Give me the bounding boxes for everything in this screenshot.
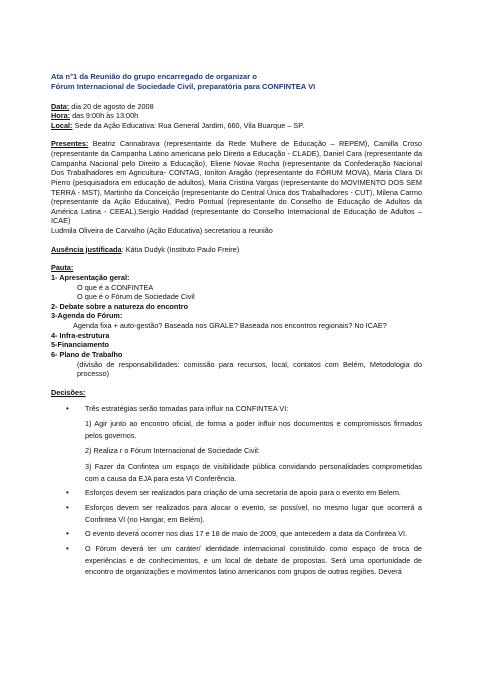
decisions-list bbox=[51, 404, 422, 414]
date-value: dia 20 de agosto de 2008 bbox=[69, 101, 154, 111]
bullet-icon: • bbox=[66, 404, 69, 414]
decision-item-4: • O evento deverá ocorrer nos dias 17 e 18 de maio de 2009, que antecedem a data da Confintea VI. bbox=[66, 529, 408, 539]
secretary-line: Ludmila Oliveira de Carvalho (Ação Educativa) secretariou a reunião bbox=[51, 226, 273, 235]
agenda-item-6-sub: (divisão de responsabilidades: comissão para recursos, local, contatos com Belém, Metodologia do processo) bbox=[77, 359, 422, 379]
agenda-item-4: 4- Infra-estrutura bbox=[51, 330, 110, 340]
meta-time bbox=[51, 111, 422, 121]
absence-label: Ausência justificada bbox=[51, 244, 122, 254]
attendees-text: Beatriz Cannabrava (representante da Rede Mulhere de Educação – REPEM), Camilla Croso (representante da Campanha Latino americana pelo Direito a Educação - CLADE), Daniel Cara (representante da Campanha Nacional pelo Direito a Educação), Eliene Novae Rocha (representante da Confederação Nacional Dos Trabalhadores em Agricultura- CONTAG, Ioniton Aragão (representante do FÓRUM MOVA), Maria Clara Di Pierro (pesquisadora em educação de adultos), Maria Cristina Vargas (representante do MOVIMENTO DOS SEM TERRA - MST), Martinho da Conceição (representante do Central Única dos Trabalhadores - CUT), Milena Carmo (representante da Ação Educativa), Pedro Pontual (representante do Conselho de Educação de Adultos da América Latina - CEEAL),Sergio Haddad (representante do Conselho Internacional de Educação de Adultos – ICAE) bbox=[51, 139, 422, 226]
decisions-label: Decisões: bbox=[51, 387, 86, 397]
bullet-icon: • bbox=[66, 488, 69, 498]
decision-strategy-3: 3) Fazer da Confintea um espaço de visibilidade pública convidando personalidades comprometidas com a causa da EJA para esta VI Conferência. bbox=[85, 462, 422, 483]
meeting-meta bbox=[51, 102, 422, 131]
attendees-paragraph bbox=[51, 139, 422, 226]
absence-line bbox=[51, 245, 422, 255]
attendees-label: Presentes: bbox=[51, 139, 89, 149]
agenda-item-6: 6- Plano de Trabalho bbox=[51, 349, 123, 359]
decisions-list-cont bbox=[51, 488, 422, 578]
bullet-icon: • bbox=[66, 502, 69, 512]
time-label: Hora: bbox=[51, 111, 71, 121]
agenda-item-3: 3-Agenda do Fórum: bbox=[51, 311, 123, 321]
document-title bbox=[51, 72, 422, 93]
agenda-section bbox=[51, 263, 422, 379]
decision-strategy-1: 1) Agir junto ao encontro oficial, de forma a poder influir nos documentos e compromissos firmados pelos governos. bbox=[85, 419, 422, 440]
absence-text: : Kátia Dudyk (Instituto Paulo Freire) bbox=[121, 244, 240, 254]
agenda-item-3-sub: Agenda fixa + auto-gestão? Baseada nos GRALE? Baseada nos encontros regionais? No ICAE? bbox=[73, 321, 387, 330]
place-value: Sede da Ação Educativa: Rua General Jardim, 660, Vila Buarque – SP. bbox=[72, 120, 305, 130]
title-line-2: Fórum Internacional de Sociedade Civil, preparatória para CONFINTEA VI bbox=[51, 82, 316, 92]
agenda-item-1-sub-2: O que é o Fórum de Sociedade Civil bbox=[77, 292, 195, 302]
decision-item-2: • Esforços devem ser realizados para criação de uma secretaria de apoio para o evento em Belem. bbox=[66, 488, 401, 498]
agenda-label: Pauta: bbox=[51, 263, 74, 273]
date-label: Data: bbox=[51, 101, 70, 111]
decisions-section bbox=[51, 388, 422, 578]
decision-strategy-2: 2) Realiza r o Fórum Internacional de Sociedade Civil: bbox=[85, 446, 260, 456]
title-line-1: Ata n°1 da Reunião do grupo encarregado de organizar o bbox=[51, 72, 257, 81]
bullet-icon: • bbox=[66, 543, 69, 553]
agenda-item-1: 1- Apresentação geral: bbox=[51, 272, 130, 282]
agenda-item-5: 5-Financiamento bbox=[51, 340, 109, 350]
meta-date bbox=[51, 102, 422, 112]
time-value: das 9:00h às 13:00h bbox=[70, 111, 139, 121]
decision-item-1: • Três estratégias serão tomadas para influir na CONFINTEA VI: bbox=[66, 404, 289, 414]
agenda-item-2: 2- Debate sobre a natureza do encontro bbox=[51, 301, 189, 311]
agenda-item-1-sub-1: O que é a CONFINTEA bbox=[77, 282, 154, 292]
place-label: Local: bbox=[51, 120, 73, 130]
decision-item-5: • O Fórum deverá ter um caráter/ identidade internacional constituído como espaço de troca de experiências e de conhecimentos, e um local de debate de propostas. Será uma oportunidade de encontro de organizações e movimentos latino americanos com grupos de outras regiões. Deverá bbox=[66, 543, 422, 577]
bullet-icon: • bbox=[66, 529, 69, 539]
decision-item-3: • Esforços devem ser realizados para alocar o evento, se possível, no mesmo lugar que ocorrerá a Confintea VI (no Hangar, em Belém). bbox=[66, 502, 422, 524]
meta-place bbox=[51, 121, 422, 131]
